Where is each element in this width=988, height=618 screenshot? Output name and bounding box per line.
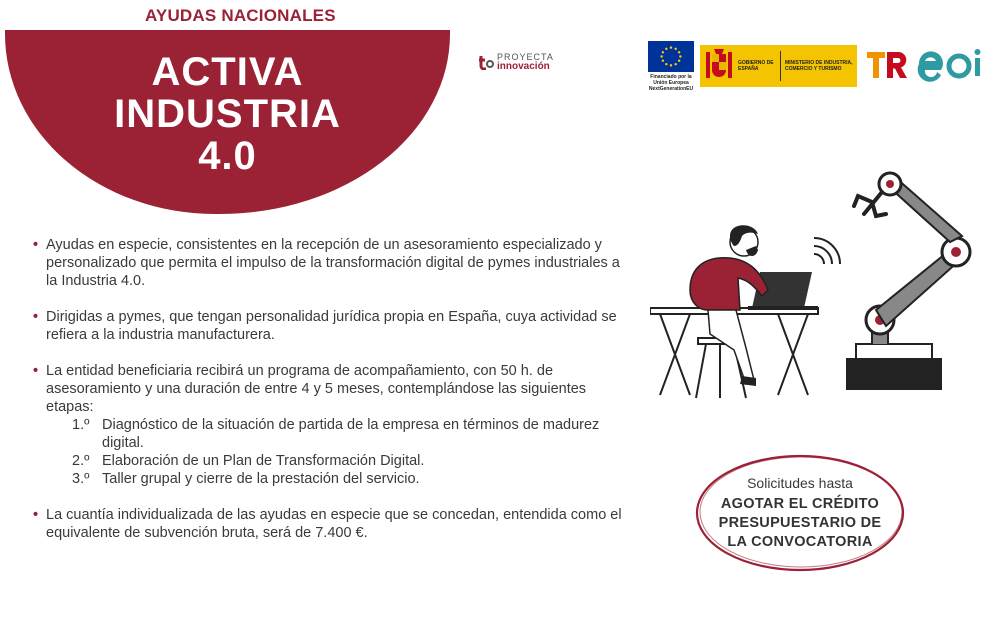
tr-eoi-logo xyxy=(865,44,987,84)
worker-and-robot-illustration xyxy=(650,170,980,405)
coat-of-arms-icon xyxy=(704,48,734,84)
stage-text: Diagnóstico de la situación de partida de la empresa en términos de madurez digital. xyxy=(102,417,600,451)
eyebrow-label: AYUDAS NACIONALES xyxy=(145,6,336,25)
tr-logo-icon xyxy=(865,46,911,82)
title-line-2: INDUSTRIA xyxy=(114,92,341,136)
stage-number: 2.º xyxy=(72,453,90,469)
deadline-badge xyxy=(694,452,906,574)
eu-caption: Financiado por la Unión Europea NextGenerationEU xyxy=(648,74,694,92)
eu-flag-icon xyxy=(648,41,694,72)
title-line-3: 4.0 xyxy=(198,134,257,178)
stage-item xyxy=(72,470,628,488)
requirements-list xyxy=(28,236,628,560)
stage-text: Elaboración de un Plan de Transformación Digital. xyxy=(102,453,425,469)
title-line-1: ACTIVA xyxy=(151,50,304,94)
stage-number: 3.º xyxy=(72,471,90,487)
gobierno-logo xyxy=(700,45,857,87)
badge-line-3: LA CONVOCATORIA xyxy=(727,533,873,550)
ministerio-text: MINISTERIO DE INDUSTRIA, COMERCIO Y TURISMO xyxy=(785,60,853,72)
proyecta-innovacion-logo xyxy=(478,52,554,72)
badge-line-2: PRESUPUESTARIO DE xyxy=(718,514,882,531)
badge-intro: Solicitudes hasta xyxy=(747,474,853,491)
list-item xyxy=(28,506,628,542)
bullet-icon: • xyxy=(33,237,39,253)
list-item-text: Ayudas en especie, consistentes en la recepción de un asesoramiento especializado y personalizado que permita el impulso de la transformación digital de pymes industriales a la Industria 4.0. xyxy=(46,237,620,289)
stages-list xyxy=(46,416,628,488)
list-item-text: La cuantía individualizada de las ayudas en especie que se concedan, entendida como el equivalente de subvención bruta, será de 7.400 €. xyxy=(46,507,622,541)
list-item-text: Dirigidas a pymes, que tengan personalidad jurídica propia en España, cuya actividad se refiera a la industria manufacturera. xyxy=(46,309,617,343)
stage-item xyxy=(72,416,628,452)
eu-logo xyxy=(646,41,696,92)
logo-divider xyxy=(780,51,781,81)
stage-item xyxy=(72,452,628,470)
bullet-icon: • xyxy=(33,507,39,523)
list-item-text: La entidad beneficiaria recibirá un programa de acompañamiento, con 50 h. de asesoramiento y una duración de entre 4 y 5 meses, contemplándose las siguientes etapas: xyxy=(46,363,587,415)
title-banner xyxy=(5,30,450,214)
bullet-icon: • xyxy=(33,363,39,379)
proyecta-top-text: PROYECTA xyxy=(497,52,554,62)
badge-line-1: AGOTAR EL CRÉDITO xyxy=(720,495,880,512)
list-item xyxy=(28,308,628,344)
proyecta-bottom-text: innovación xyxy=(497,61,550,72)
bullet-icon: • xyxy=(33,309,39,325)
list-item xyxy=(28,236,628,290)
gobierno-text: GOBIERNO DE ESPAÑA xyxy=(738,60,774,72)
eoi-logo-icon xyxy=(915,46,987,82)
list-item xyxy=(28,362,628,488)
stage-number: 1.º xyxy=(72,417,90,433)
stage-text: Taller grupal y cierre de la prestación del servicio. xyxy=(102,471,420,487)
proyecta-mark-icon xyxy=(478,54,494,70)
